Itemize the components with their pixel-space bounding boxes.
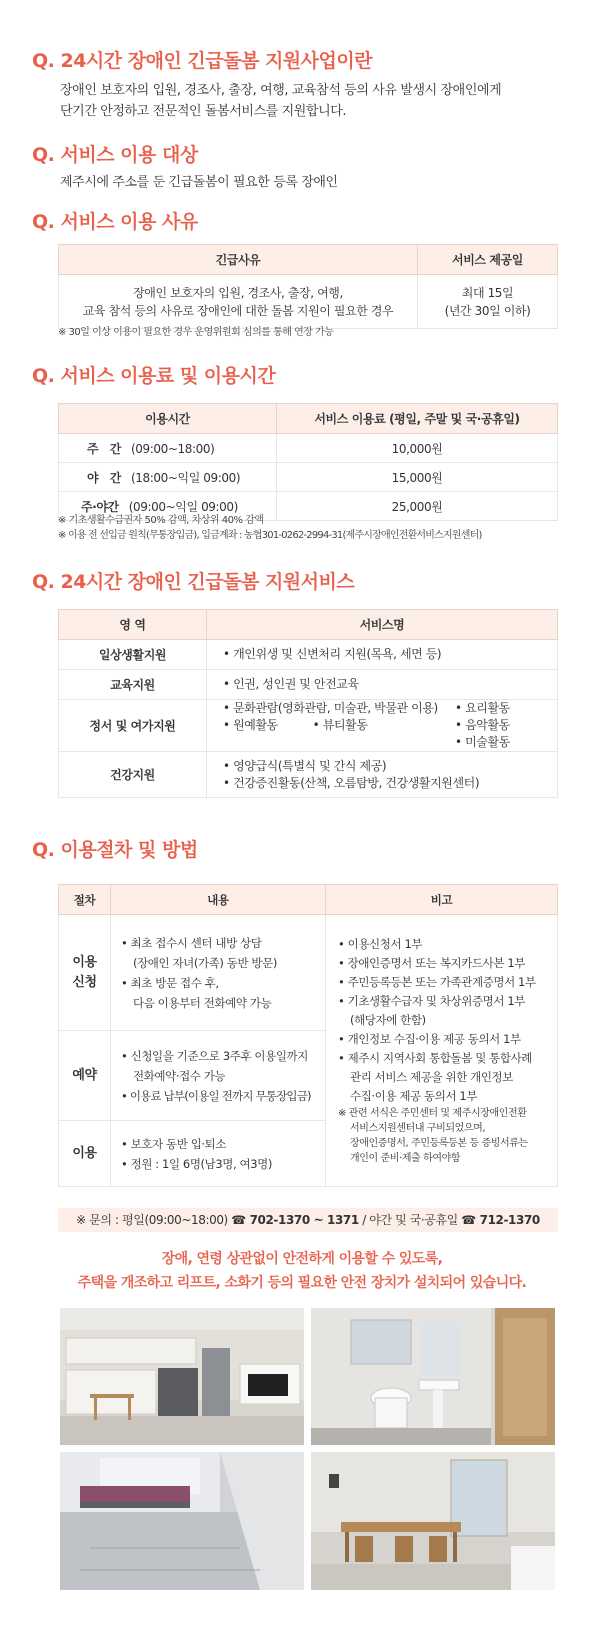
inquiry-phone-weekday: ☎ 702-1370 ~ 1371 [231, 1213, 359, 1227]
remark-note-line: 장애인증명서, 주민등록등본 등 증빙서류는 [350, 1138, 528, 1149]
table-row [59, 670, 558, 700]
time-range: (09:00~18:00) [130, 441, 215, 456]
fee-table [58, 403, 558, 521]
remark-line: • 개인정보 수집·이용 제공 동의서 1부 [338, 1032, 521, 1046]
step-label: 신청 [72, 974, 97, 990]
content-header: 내용 [111, 885, 326, 915]
remark-line: 관리 서비스 제공을 위한 개인정보 [350, 1070, 513, 1084]
fee-cell: 10,000원 [277, 434, 558, 463]
program-description-line2: 단기간 안정하고 전문적인 돌봄서비스를 지원합니다. [60, 104, 347, 119]
step-label: 이용 [72, 954, 97, 970]
kitchen-photo [60, 1308, 304, 1445]
fee-cell: 25,000원 [277, 492, 558, 521]
remark-line: (해당자에 한함) [350, 1013, 426, 1027]
service-item: • 건강증진활동(산책, 오름탐방, 건강생활지원센터) [223, 775, 480, 790]
remark-line: • 제주시 지역사회 통합돌봄 및 통합사례 [338, 1051, 533, 1065]
section-title-reason: Q. 서비스 이용 사유 [32, 211, 198, 233]
remark-note-line: 개인이 준비·제출 하여야함 [350, 1153, 461, 1164]
time-cell [59, 463, 277, 492]
target-description: 제주시에 주소를 둔 긴급돌봄이 필요한 등록 장애인 [60, 175, 338, 190]
days-header: 서비스 제공일 [418, 245, 558, 275]
service-item: • 문화관람(영화관람, 미술관, 박물관 이용) [223, 701, 438, 715]
reason-header: 긴급사유 [59, 245, 418, 275]
days-cell [418, 275, 558, 329]
remark-line: • 장애인증명서 또는 복지카드사본 1부 [338, 956, 525, 970]
section-title-procedure: Q. 이용절차 및 방법 [32, 839, 198, 861]
services-table [58, 609, 558, 798]
area-cell: 건강지원 [59, 752, 207, 798]
table-row [59, 752, 558, 798]
service-cell [207, 700, 558, 752]
content-line: • 정원 : 1일 6명(남3명, 여3명) [121, 1156, 272, 1171]
time-header: 이용시간 [59, 404, 277, 434]
remark-header: 비고 [326, 885, 558, 915]
content-line: • 보호자 동반 입·퇴소 [121, 1136, 227, 1151]
time-label: 주 간 [87, 441, 121, 456]
service-item: • 원예활동 • 뷰티활동 [223, 718, 368, 732]
reason-note: ※ 30일 이상 이용이 필요한 경우 운영위원회 심의를 통해 연장 가능 [58, 327, 334, 338]
reason-cell [59, 275, 418, 329]
step-cell: 예약 [59, 1031, 111, 1121]
area-cell: 정서 및 여가지원 [59, 700, 207, 752]
time-label: 야 간 [87, 470, 121, 485]
service-cell: • 개인위생 및 신변처리 지원(목욕, 세면 등) [207, 640, 558, 670]
content-line: • 최초 접수시 센터 내방 상담 [121, 935, 262, 950]
safety-banner-line1: 장애, 연령 상관없이 안전하게 이용할 수 있도록, [161, 1251, 443, 1267]
inquiry-mid: / 야간 및 국·공휴일 [358, 1213, 462, 1227]
content-cell [111, 1121, 326, 1187]
reason-table [58, 244, 558, 329]
section-title-services: Q. 24시간 장애인 긴급돌봄 지원서비스 [32, 571, 355, 593]
remark-line: • 주민등록등본 또는 가족관계증명서 1부 [338, 975, 536, 989]
remark-note-line: 서비스지원센터내 구비되었으며, [350, 1123, 486, 1134]
remark-line: • 기초생활수급자 및 차상위증명서 1부 [338, 994, 525, 1008]
bedroom-photo [60, 1452, 304, 1590]
service-item: • 음악활동 • 미술활동 [455, 718, 545, 749]
reason-line1: 장애인 보호자의 입원, 경조사, 출장, 여행, [133, 285, 343, 300]
procedure-table [58, 884, 558, 1187]
content-line: 전화예약·접수 가능 [133, 1068, 226, 1083]
fee-header: 서비스 이용료 (평일, 주말 및 국·공휴일) [277, 404, 558, 434]
time-range: (18:00~익일 09:00) [130, 470, 241, 485]
days-line1: 최대 15일 [461, 285, 514, 300]
inquiry-bar [58, 1208, 558, 1232]
content-cell [111, 1031, 326, 1121]
step-cell [59, 915, 111, 1031]
content-line: • 신청일을 기준으로 3주후 이용일까지 [121, 1048, 308, 1063]
area-cell: 일상생활지원 [59, 640, 207, 670]
fee-cell: 15,000원 [277, 463, 558, 492]
time-cell [59, 434, 277, 463]
remark-cell [326, 915, 558, 1187]
reason-line2: 교육 참석 등의 사유로 장애인에 대한 돌봄 지원이 필요한 경우 [82, 303, 394, 318]
time-range: (09:00~익일 09:00) [128, 499, 238, 514]
remark-line: • 이용신청서 1부 [338, 937, 423, 951]
step-cell: 이용 [59, 1121, 111, 1187]
service-cell: • 인권, 성인권 및 안전교육 [207, 670, 558, 700]
program-description-line1: 장애인 보호자의 입원, 경조사, 출장, 여행, 교육참석 등의 사유 발생시 장애인에게 [60, 83, 502, 98]
inquiry-prefix: ※ 문의 : 평일(09:00~18:00) [76, 1213, 232, 1227]
step-header: 절차 [59, 885, 111, 915]
section-title-fee: Q. 서비스 이용료 및 이용시간 [32, 365, 276, 387]
inquiry-phone-night: ☎ 712-1370 [461, 1213, 540, 1227]
days-line2: (년간 30일 이하) [444, 303, 531, 318]
service-header: 서비스명 [207, 610, 558, 640]
area-header: 영 역 [59, 610, 207, 640]
content-line: 다음 이용부터 전화예약 가능 [133, 995, 272, 1010]
table-row [59, 434, 558, 463]
fee-note-payment: ※ 이용 전 선입금 원칙(무통장입금), 입금계좌 : 농협301-0262-2994-31(제주시장애인전환서비스지원센터) [58, 530, 482, 541]
section-title-program: Q. 24시간 장애인 긴급돌봄 지원사업이란 [32, 50, 373, 72]
table-row [59, 640, 558, 670]
fee-note-discount: ※ 기초생활수급권자 50% 감액, 차상위 40% 감액 [58, 515, 264, 526]
service-cell [207, 752, 558, 798]
area-cell: 교육지원 [59, 670, 207, 700]
content-cell [111, 915, 326, 1031]
content-line: • 최초 방문 접수 후, [121, 975, 219, 990]
program-description [60, 80, 501, 122]
service-item: • 요리활동 [455, 701, 510, 715]
service-item: • 영양급식(특별식 및 간식 제공) [223, 758, 387, 773]
table-row [59, 915, 558, 1031]
remark-note-line: ※ 관련 서식은 주민센터 및 제주시장애인전환 [338, 1108, 527, 1119]
table-row [59, 463, 558, 492]
content-line: (장애인 자녀(가족) 동반 방문) [133, 955, 277, 970]
content-line: • 이용료 납부(이용일 전까지 무통장입금) [121, 1088, 311, 1103]
table-row [59, 700, 558, 752]
dining-room-photo [311, 1452, 555, 1590]
time-label: 주·야간 [81, 499, 119, 514]
safety-banner-line2: 주택을 개조하고 리프트, 소화기 등의 필요한 안전 장치가 설치되어 있습니다. [77, 1275, 527, 1291]
remark-line: 수집·이용 제공 동의서 1부 [350, 1089, 478, 1103]
bathroom-photo [311, 1308, 555, 1445]
section-title-target: Q. 서비스 이용 대상 [32, 144, 198, 166]
